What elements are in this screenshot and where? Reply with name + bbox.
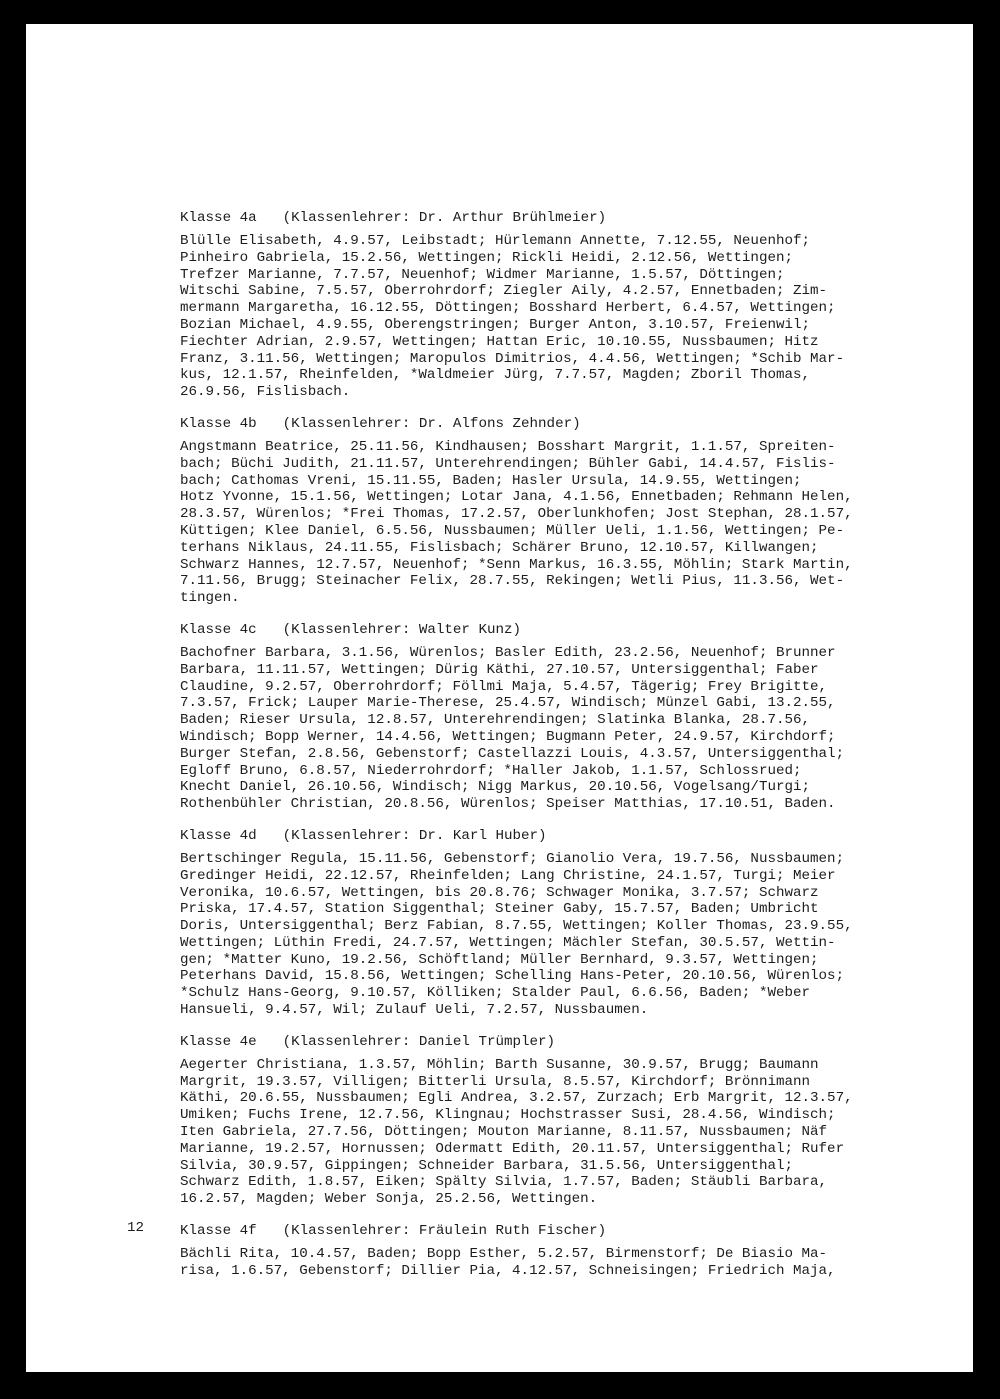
class-teacher: (Klassenlehrer: Dr. Arthur Brühlmeier)	[282, 210, 607, 226]
class-heading	[180, 1034, 920, 1050]
class-heading	[180, 416, 920, 432]
class-students	[180, 439, 920, 607]
text-line: Angstmann Beatrice, 25.11.56, Kindhausen; Bosshart Margrit, 1.1.57, Spreiten-	[180, 438, 836, 455]
text-line: terhans Niklaus, 24.11.55, Fislisbach; Schärer Bruno, 12.10.57, Killwangen;	[180, 539, 819, 556]
text-line: Bächli Rita, 10.4.57, Baden; Bopp Esther, 5.2.57, Birmenstorf; De Biasio Ma-	[180, 1246, 828, 1263]
class-students	[180, 233, 920, 401]
text-line: Käthi, 20.6.55, Nussbaumen; Egli Andrea, 3.2.57, Zurzach; Erb Margrit, 12.3.57,	[180, 1090, 853, 1107]
class-section-4a	[180, 210, 920, 401]
text-line: gen; *Matter Kuno, 19.2.56, Schöftland; Müller Bernhard, 9.3.57, Wettingen;	[180, 951, 819, 968]
text-line: Pinheiro Gabriela, 15.2.56, Wettingen; Rickli Heidi, 2.12.56, Wettingen;	[180, 249, 793, 266]
text-line: Barbara, 11.11.57, Wettingen; Dürig Käthi, 27.10.57, Untersiggenthal; Faber	[180, 661, 819, 678]
text-line: Gredinger Heidi, 22.12.57, Rheinfelden; Lang Christine, 24.1.57, Turgi; Meier	[180, 867, 836, 884]
text-line: Witschi Sabine, 7.5.57, Oberrohrdorf; Ziegler Aily, 4.2.57, Ennetbaden; Zim-	[180, 283, 828, 300]
text-line: Blülle Elisabeth, 4.9.57, Leibstadt; Hürlemann Annette, 7.12.55, Neuenhof;	[180, 233, 811, 249]
text-line: Umiken; Fuchs Irene, 12.7.56, Klingnau; Hochstrasser Susi, 28.4.56, Windisch;	[180, 1107, 836, 1124]
class-heading	[180, 622, 920, 638]
class-name: Klasse 4d	[180, 827, 257, 844]
text-line: 16.2.57, Magden; Weber Sonja, 25.2.56, Wettingen.	[180, 1191, 598, 1208]
text-line: Schwarz Edith, 1.8.57, Eiken; Spälty Silvia, 1.7.57, Baden; Stäubli Barbara,	[180, 1174, 828, 1191]
class-teacher: (Klassenlehrer: Dr. Alfons Zehnder)	[282, 415, 581, 432]
text-line: 7.11.56, Brugg; Steinacher Felix, 28.7.55, Rekingen; Wetli Pius, 11.3.56, Wet-	[180, 573, 845, 590]
class-name: Klasse 4c	[180, 621, 257, 638]
class-heading	[180, 1223, 920, 1239]
text-line: 26.9.56, Fislisbach.	[180, 384, 351, 401]
class-teacher: (Klassenlehrer: Dr. Karl Huber)	[282, 827, 547, 844]
class-section-4d	[180, 828, 920, 1019]
class-teacher: (Klassenlehrer: Daniel Trümpler)	[282, 1033, 556, 1050]
text-line: Trefzer Marianne, 7.7.57, Neuenhof; Widmer Marianne, 1.5.57, Döttingen;	[180, 266, 785, 283]
text-line: tingen.	[180, 590, 240, 607]
text-line: bach; Cathomas Vreni, 15.11.55, Baden; Hasler Ursula, 14.9.55, Wettingen;	[180, 472, 802, 489]
text-line: Bertschinger Regula, 15.11.56, Gebenstorf; Gianolio Vera, 19.7.56, Nussbaumen;	[180, 850, 845, 867]
text-line: kus, 12.1.57, Rheinfelden, *Waldmeier Jürg, 7.7.57, Magden; Zboril Thomas,	[180, 367, 811, 384]
class-students	[180, 851, 920, 1019]
class-students	[180, 645, 920, 813]
text-line: Aegerter Christiana, 1.3.57, Möhlin; Barth Susanne, 30.9.57, Brugg; Baumann	[180, 1056, 819, 1073]
text-line: risa, 1.6.57, Gebenstorf; Dillier Pia, 4.12.57, Schneisingen; Friedrich Maja,	[180, 1262, 836, 1279]
page-number: 12	[127, 1220, 145, 1236]
text-line: Franz, 3.11.56, Wettingen; Maropulos Dimitrios, 4.4.56, Wettingen; *Schib Mar-	[180, 350, 845, 367]
text-line: Hansueli, 9.4.57, Wil; Zulauf Ueli, 7.2.57, Nussbaumen.	[180, 1002, 649, 1019]
class-name: Klasse 4e	[180, 1033, 257, 1050]
class-students	[180, 1057, 920, 1208]
text-line: Bozian Michael, 4.9.55, Oberengstringen; Burger Anton, 3.10.57, Freienwil;	[180, 316, 811, 333]
text-line: Bachofner Barbara, 3.1.56, Würenlos; Basler Edith, 23.2.56, Neuenhof; Brunner	[180, 644, 836, 661]
class-heading	[180, 210, 920, 226]
text-line: 28.3.57, Würenlos; *Frei Thomas, 17.2.57, Oberlunkhofen; Jost Stephan, 28.1.57,	[180, 506, 853, 523]
text-line: Veronika, 10.6.57, Wettingen, bis 20.8.76; Schwager Monika, 3.7.57; Schwarz	[180, 884, 819, 901]
text-line: Hotz Yvonne, 15.1.56, Wettingen; Lotar Jana, 4.1.56, Ennetbaden; Rehmann Helen,	[180, 489, 853, 506]
class-section-4f	[180, 1223, 920, 1280]
text-line: Margrit, 19.3.57, Villigen; Bitterli Ursula, 8.5.57, Kirchdorf; Brönnimann	[180, 1073, 811, 1090]
text-line: Silvia, 30.9.57, Gippingen; Schneider Barbara, 31.5.56, Untersiggenthal;	[180, 1157, 793, 1174]
document-page	[26, 24, 973, 1372]
text-line: Peterhans David, 15.8.56, Wettingen; Schelling Hans-Peter, 20.10.56, Würenlos;	[180, 968, 845, 985]
text-line: Priska, 17.4.57, Station Siggenthal; Steiner Gaby, 15.7.57, Baden; Umbricht	[180, 901, 819, 918]
text-line: bach; Büchi Judith, 21.11.57, Unterehrendingen; Bühler Gabi, 14.4.57, Fislis-	[180, 455, 836, 472]
text-line: Iten Gabriela, 27.7.56, Döttingen; Mouton Marianne, 8.11.57, Nussbaumen; Näf	[180, 1124, 828, 1141]
text-line: *Schulz Hans-Georg, 9.10.57, Kölliken; Stalder Paul, 6.6.56, Baden; *Weber	[180, 985, 811, 1002]
class-name: Klasse 4b	[180, 415, 257, 432]
text-line: Baden; Rieser Ursula, 12.8.57, Unterehrendingen; Slatinka Blanka, 28.7.56,	[180, 712, 811, 729]
class-students	[180, 1246, 920, 1280]
text-line: Knecht Daniel, 26.10.56, Windisch; Nigg Markus, 20.10.56, Vogelsang/Turgi;	[180, 779, 811, 796]
text-line: Egloff Bruno, 6.8.57, Niederrohrdorf; *Haller Jakob, 1.1.57, Schlossrued;	[180, 762, 802, 779]
class-list	[180, 210, 920, 1295]
class-section-4b	[180, 416, 920, 607]
text-line: 7.3.57, Frick; Lauper Marie-Therese, 25.4.57, Windisch; Münzel Gabi, 13.2.55,	[180, 695, 836, 712]
text-line: Fiechter Adrian, 2.9.57, Wettingen; Hattan Eric, 10.10.55, Nussbaumen; Hitz	[180, 333, 819, 350]
class-section-4e	[180, 1034, 920, 1208]
text-line: Rothenbühler Christian, 20.8.56, Würenlos; Speiser Matthias, 17.10.51, Baden.	[180, 796, 836, 813]
text-line: Schwarz Hannes, 12.7.57, Neuenhof; *Senn Markus, 16.3.55, Möhlin; Stark Martin,	[180, 556, 853, 573]
class-name: Klasse 4f	[180, 1223, 257, 1240]
text-line: Claudine, 9.2.57, Oberrohrdorf; Föllmi Maja, 5.4.57, Tägerig; Frey Brigitte,	[180, 678, 828, 695]
class-name: Klasse 4a	[180, 210, 257, 226]
text-line: mermann Margaretha, 16.12.55, Döttingen; Bosshard Herbert, 6.4.57, Wettingen;	[180, 300, 836, 317]
class-teacher: (Klassenlehrer: Fräulein Ruth Fischer)	[282, 1223, 607, 1240]
text-line: Wettingen; Lüthin Fredi, 24.7.57, Wettingen; Mächler Stefan, 30.5.57, Wettin-	[180, 934, 836, 951]
class-heading	[180, 828, 920, 844]
text-line: Burger Stefan, 2.8.56, Gebenstorf; Castellazzi Louis, 4.3.57, Untersiggenthal;	[180, 745, 845, 762]
class-teacher: (Klassenlehrer: Walter Kunz)	[282, 621, 522, 638]
class-section-4c	[180, 622, 920, 813]
text-line: Küttigen; Klee Daniel, 6.5.56, Nussbaumen; Müller Ueli, 1.1.56, Wettingen; Pe-	[180, 522, 845, 539]
text-line: Marianne, 19.2.57, Hornussen; Odermatt Edith, 20.11.57, Untersiggenthal; Rufer	[180, 1140, 845, 1157]
text-line: Doris, Untersiggenthal; Berz Fabian, 8.7.55, Wettingen; Koller Thomas, 23.9.55,	[180, 918, 853, 935]
text-line: Windisch; Bopp Werner, 14.4.56, Wettingen; Bugmann Peter, 24.9.57, Kirchdorf;	[180, 728, 836, 745]
